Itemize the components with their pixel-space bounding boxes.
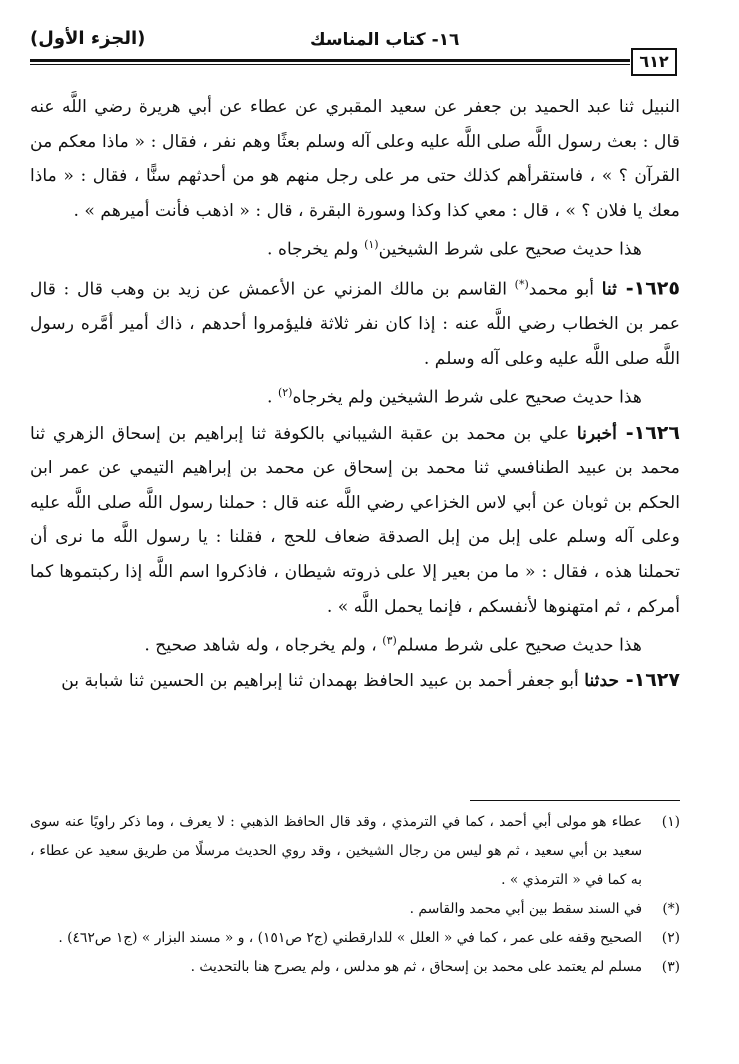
footnote-ref: (٢) <box>277 386 293 400</box>
page-number-box: ٦١٢ <box>631 48 677 76</box>
page-header <box>30 28 680 58</box>
footnote-number: (*) <box>662 901 680 917</box>
hadith-lead: ثنا <box>601 279 617 300</box>
grading-note: هذا حديث صحيح على شرط الشيخين ولم يخرجاه$^{(٢)}$ . <box>267 386 642 408</box>
hadith-1627: ١٦٢٧- حدثنا أبو جعفر أحمد بن عبيد الحافظ بهمدان ثنا إبراهيم بن الحسين ثنا شبابة بن <box>61 669 680 692</box>
grading-note: هذا حديث صحيح على شرط الشيخين$^{(١)}$ ولم يخرجاه . <box>267 238 642 261</box>
footnote-separator <box>470 800 680 801</box>
paragraph: النبيل ثنا عبد الحميد بن جعفر عن سعيد المقبري عن عطاء عن أبي هريرة رضي اللَّه عنه قال : بعث رسول اللَّه صلى اللَّه عليه وعلى آله وسلم بعثًا وهم نفر ، فقال : « ماذا معكم من القرآن ؟ » ، فاستقرأهم كذلك حتى مر على رجل منهم هو من أحدثهم سنًّا ، فقال : « ماذا معك يا فلان ؟ » ، قال : معي كذا وكذا وسورة البقرة ، قال : « اذهب فأنت أميرهم » . <box>30 97 680 221</box>
hadith-lead: حدثنا <box>584 671 620 692</box>
grading-note: هذا حديث صحيح على شرط مسلم$^{(٣)}$ ، ولم يخرجاه ، وله شاهد صحيح . <box>144 634 642 656</box>
hadith-number: ١٦٢٧- <box>619 669 680 692</box>
footnote-text: الصحيح وقفه على عمر ، كما في « العلل » للدارقطني (ج٢ ص١٥١) ، و « مسند البزار » (ج١ ص٤٦٢) . <box>58 930 642 946</box>
footnote <box>30 895 680 924</box>
hadith-number: ١٦٢٦- <box>616 421 680 444</box>
footnote-ref: (*) <box>514 277 529 291</box>
footnote <box>30 953 680 982</box>
footnote-text: في السند سقط بين أبي محمد والقاسم . <box>409 901 642 917</box>
footnotes <box>30 808 680 982</box>
footnote-text: عطاء هو مولى أبي أحمد ، كما في الترمذي ، وقد قال الحافظ الذهبي : لا يعرف ، وما ذكر راويًا عنه سوى سعيد بن أبي سعيد ، ثم هو ليس من رجال الشيخين ، وقد روي الحديث مرسلًا من طريق سعيد عن عطاء ، به كما في « الترمذي » . <box>30 814 642 888</box>
volume-label: (الجزء الأول) <box>30 28 146 49</box>
main-text <box>30 90 680 699</box>
hadith-lead: أخبرنا <box>576 423 617 444</box>
footnote-number: (٢) <box>661 930 680 946</box>
hadith-1625: ١٦٢٥- ثنا أبو محمد(*) القاسم بن مالك المزني عن الأعمش عن زيد بن وهب قال : قال عمر بن الخطاب رضي اللَّه عنه : إذا كان نفر ثلاثة فليؤمروا أحدهم ، ذاك أمير أمَّره رسول اللَّه صلى اللَّه عليه وعلى آله وسلم . <box>30 277 680 369</box>
footnote <box>30 808 680 895</box>
header-rule-thin <box>30 64 630 65</box>
hadith-1626: ١٦٢٦- أخبرنا علي بن محمد بن عقبة الشيباني بالكوفة ثنا إبراهيم بن إسحاق الزهري ثنا محمد بن عبيد الطنافسي ثنا محمد بن إسحاق عن محمد بن إبراهيم التيمي عن عمر ابن الحكم بن ثوبان عن أبي لاس الخزاعي رضي اللَّه عنه قال : حملنا رسول اللَّه صلى اللَّه عليه وعلى آله وسلم على إبل من إبل الصدقة ضعاف للحج ، فقلنا : يا رسول اللَّه ما نرى أن تحملنا هذه ، فقال : « ما من بعير إلا على ذروته شيطان ، فاذكروا اسم اللَّه إذا ركبتموها كما أمركم ، ثم امتهنوها لأنفسكم ، فإنما يحمل اللَّه » . <box>30 421 680 617</box>
hadith-number: ١٦٢٥- <box>616 277 680 300</box>
footnote-ref: (١) <box>364 238 379 252</box>
footnote-text: مسلم لم يعتمد على محمد بن إسحاق ، ثم هو مدلس ، ولم يصرح هنا بالتحديث . <box>190 959 642 975</box>
footnote-ref: (٣) <box>382 634 397 648</box>
footnote-number: (٣) <box>661 959 680 975</box>
footnote-number: (١) <box>661 814 680 830</box>
chapter-title: ١٦- كتاب المناسك <box>310 30 460 50</box>
header-rule <box>30 59 630 62</box>
footnote <box>30 924 680 953</box>
